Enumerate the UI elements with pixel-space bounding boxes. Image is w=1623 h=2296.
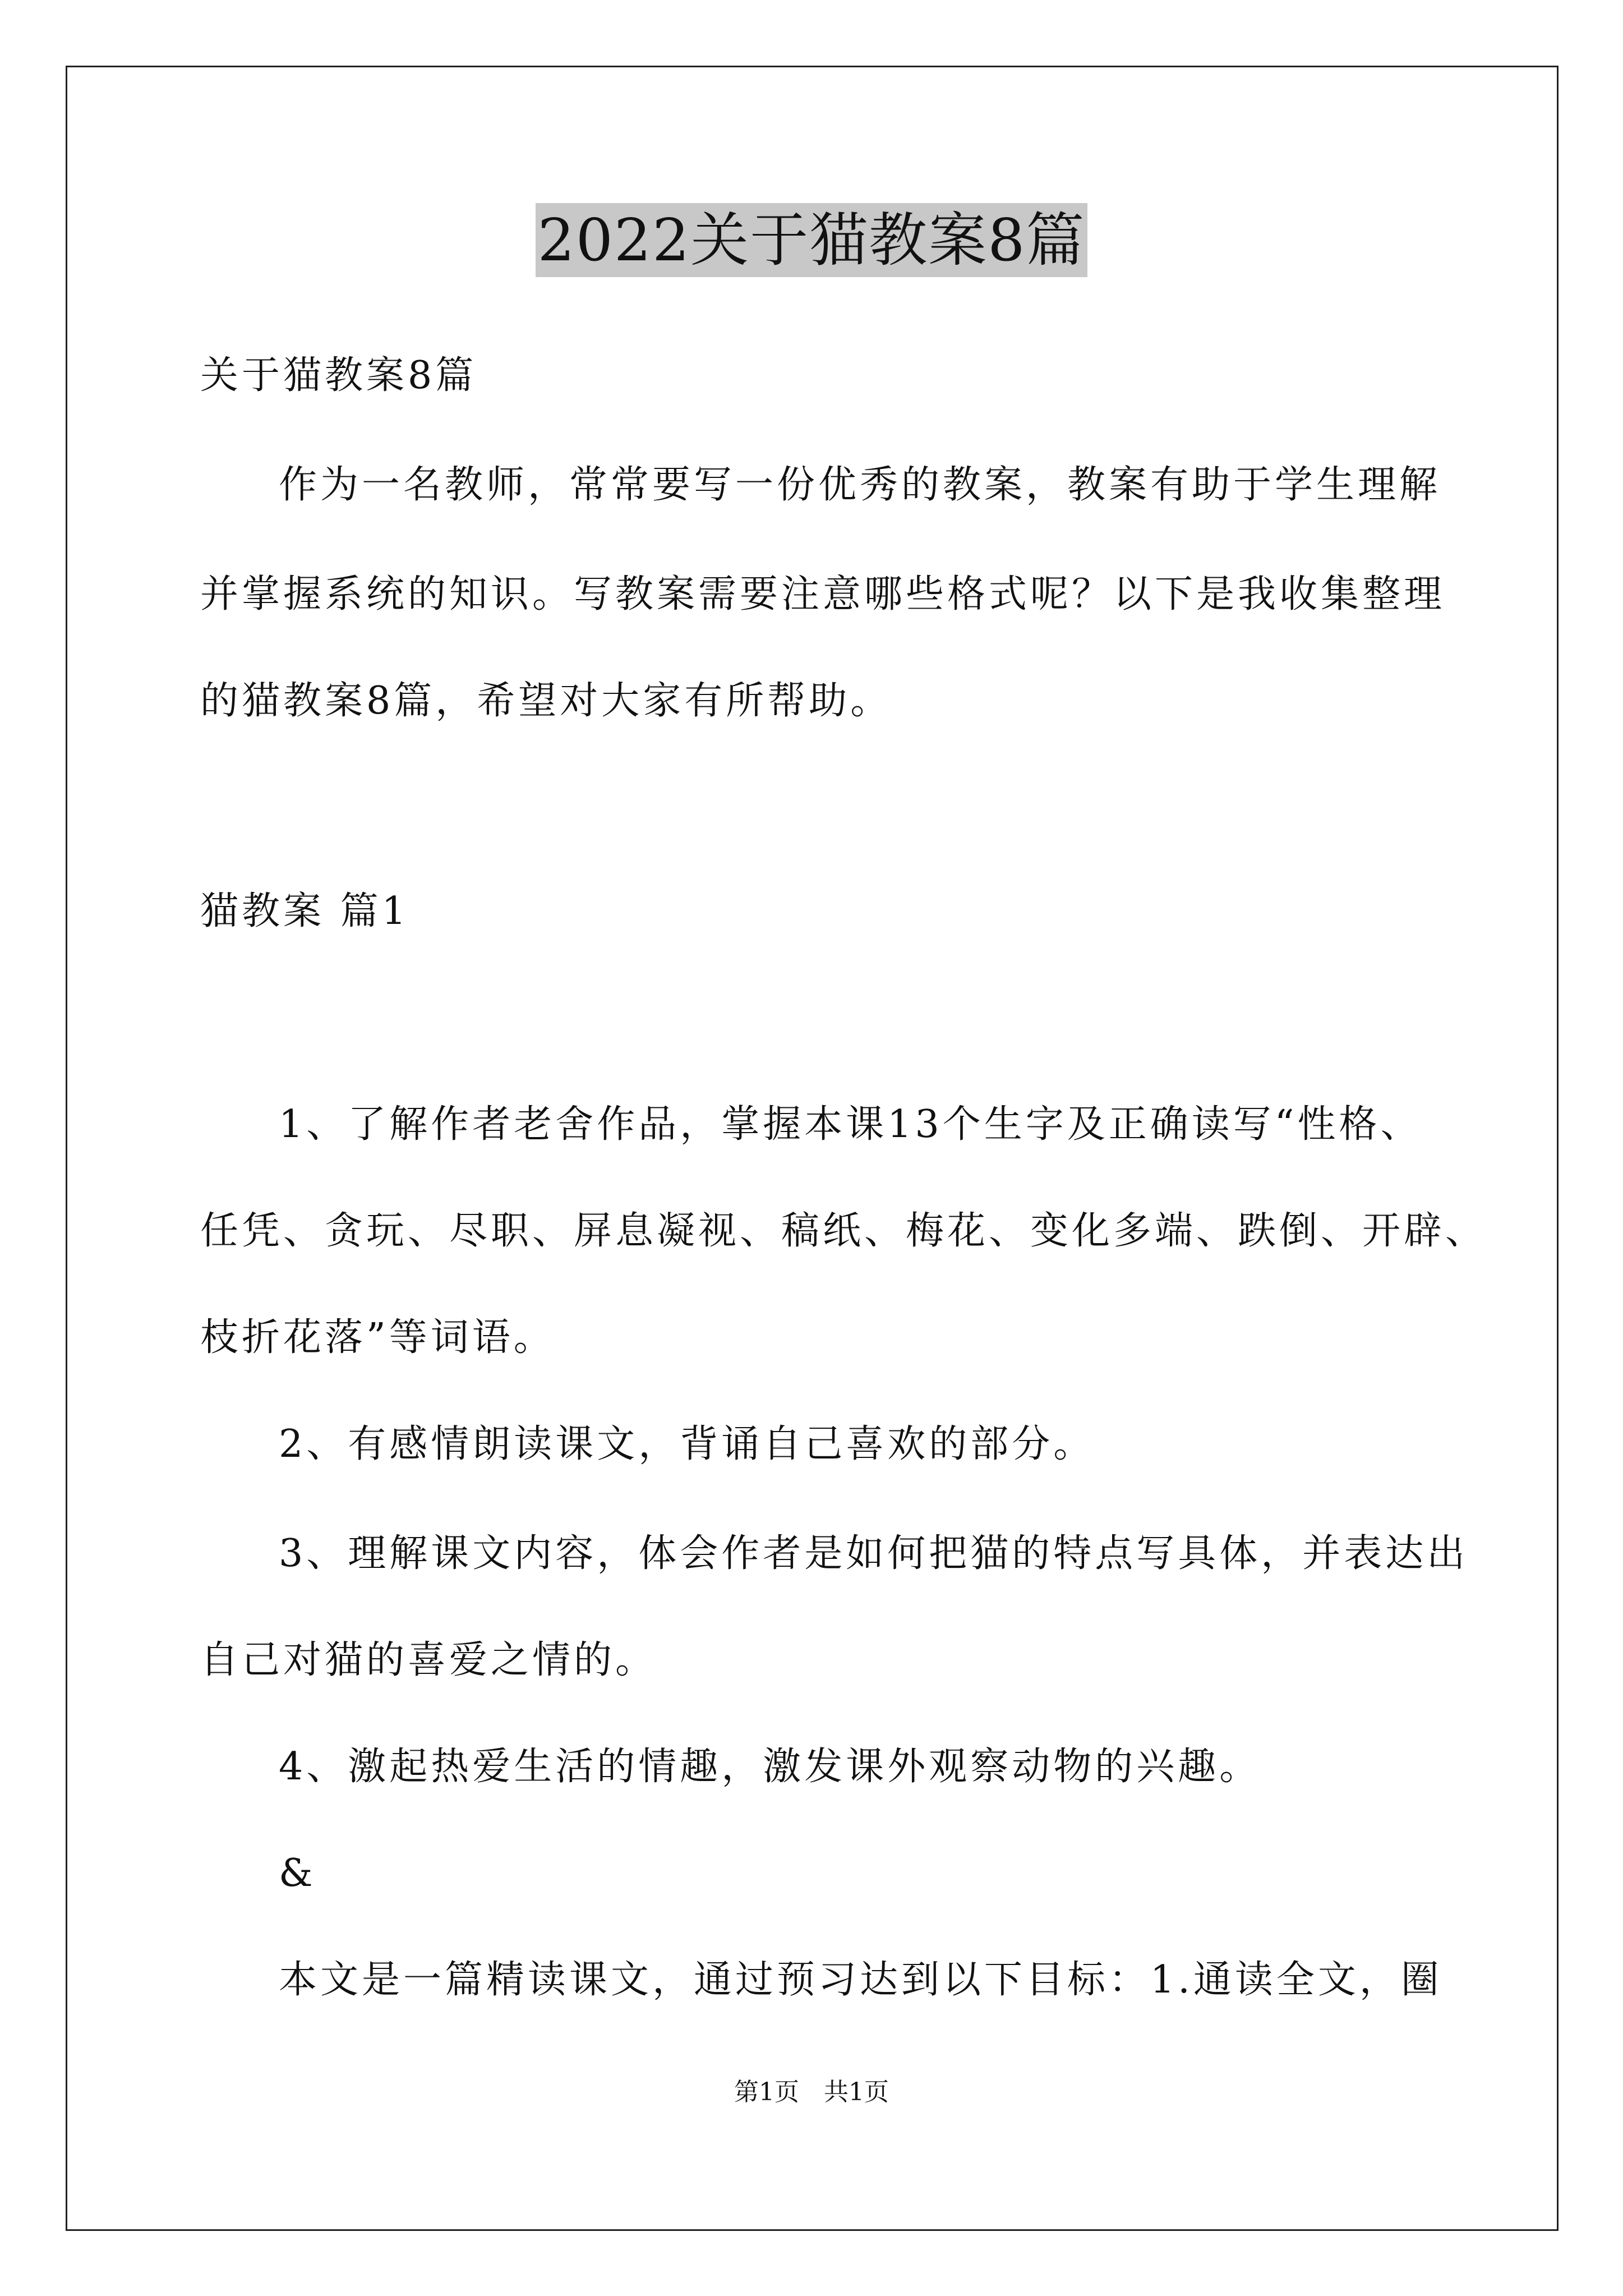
body-line-7: 4、激起热爱生活的情趣，激发课外观察动物的兴趣。	[279, 1745, 1261, 1789]
intro-line-2: 并掌握系统的知识。写教案需要注意哪些格式呢？以下是我收集整理	[200, 572, 1446, 616]
body-line-8: &	[279, 1851, 316, 1895]
intro-line-1: 作为一名教师，常常要写一份优秀的教案，教案有助于学生理解	[279, 463, 1441, 507]
document-title: 2022关于猫教案8篇	[536, 203, 1088, 277]
body-line-1: 1、了解作者老舍作品，掌握本课13个生字及正确读写“性格、	[279, 1102, 1422, 1147]
subtitle: 关于猫教案8篇	[200, 353, 477, 398]
body-line-2: 任凭、贪玩、尽职、屏息凝视、稿纸、梅花、变化多端、跌倒、开辟、	[200, 1209, 1487, 1253]
body-line-9: 本文是一篇精读课文，通过预习达到以下目标：1.通读全文，圈	[279, 1958, 1442, 2002]
page-footer: 第1页 共1页	[734, 2078, 889, 2106]
body-line-3: 枝折花落”等词语。	[200, 1315, 555, 1360]
title-container	[0, 203, 1623, 277]
body-line-4: 2、有感情朗读课文，背诵自己喜欢的部分。	[279, 1422, 1095, 1466]
body-line-6: 自己对猫的喜爱之情的。	[200, 1638, 657, 1682]
body-line-5: 3、理解课文内容，体会作者是如何把猫的特点写具体，并表达出	[279, 1531, 1469, 1576]
intro-line-3: 的猫教案8篇，希望对大家有所帮助。	[200, 679, 892, 723]
section-heading: 猫教案 篇1	[200, 889, 409, 933]
